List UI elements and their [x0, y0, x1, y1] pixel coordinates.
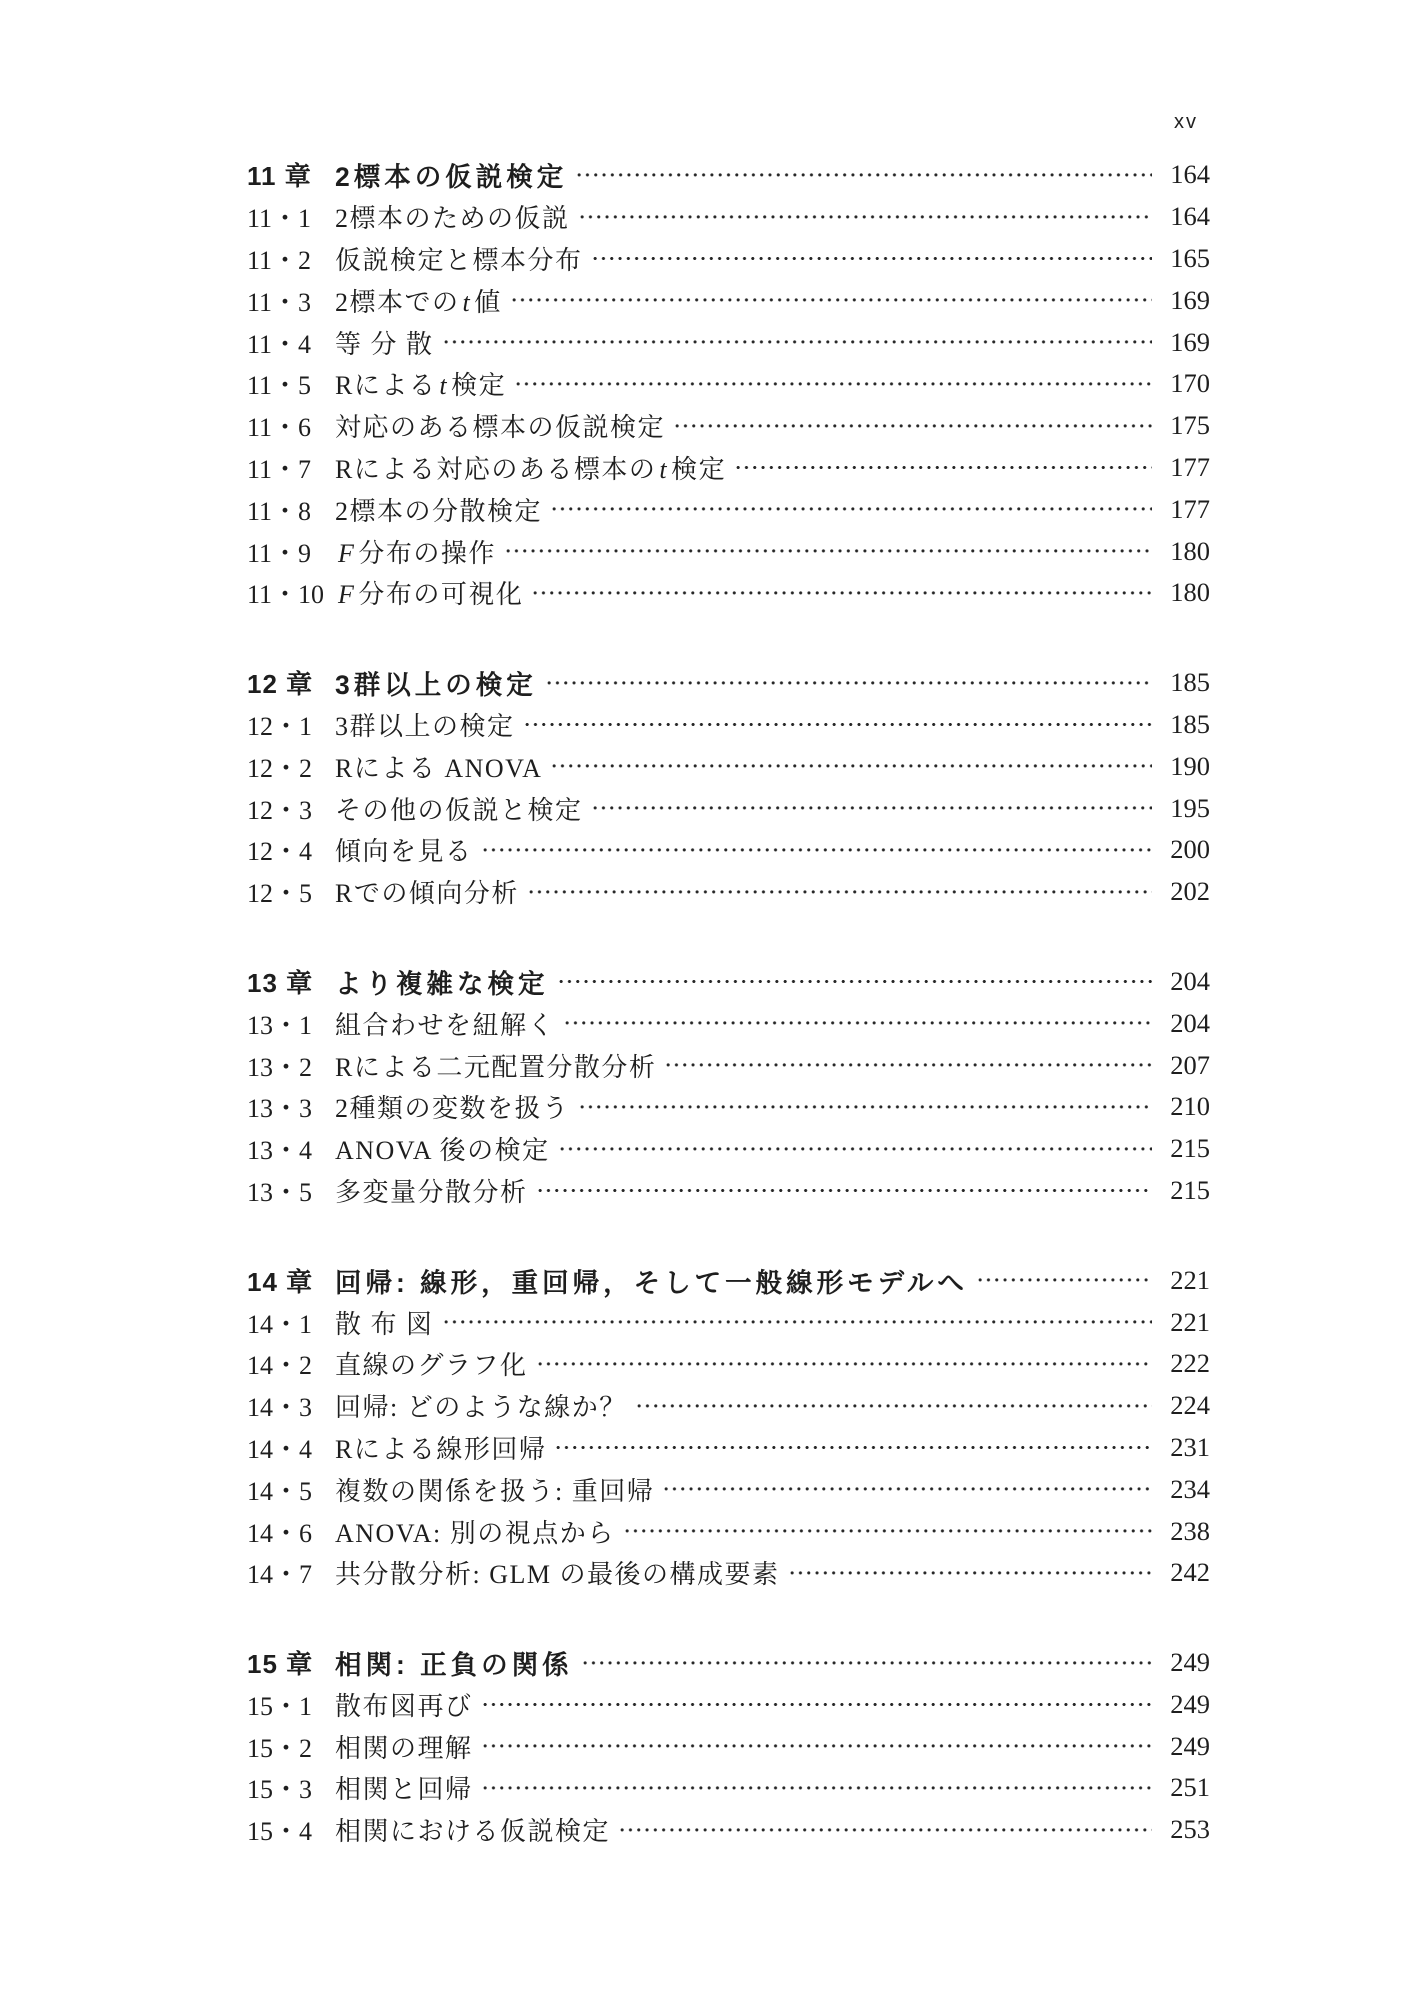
section-number: 13・3 [247, 1094, 313, 1124]
toc-section-row [247, 1725, 1210, 1767]
page-number: 169 [1170, 284, 1210, 315]
leader-dots [976, 1259, 1152, 1301]
toc-section-row [247, 1767, 1210, 1809]
section-number: 11・6 [247, 413, 312, 443]
chapter-number: 14 章 [247, 1266, 314, 1297]
section-title: 多変量分散分析 [335, 1177, 528, 1207]
page-number: 175 [1170, 410, 1210, 441]
section-number: 11・9 [247, 538, 312, 568]
section-number: 11・1 [247, 204, 312, 234]
page-number: 215 [1170, 1133, 1210, 1164]
toc-chapter-block [247, 1642, 1210, 1851]
section-number: 12・5 [247, 879, 313, 909]
leader-dots [673, 405, 1152, 447]
toc-section-row [247, 1427, 1210, 1469]
leader-dots [442, 321, 1152, 363]
toc-section-row [247, 704, 1210, 746]
leader-dots [550, 488, 1152, 530]
toc-section-row [247, 1552, 1210, 1594]
toc-section-row [247, 1343, 1210, 1385]
section-number: 12・2 [247, 753, 313, 783]
toc-section-row [247, 1809, 1210, 1851]
page-number: 221 [1170, 1264, 1210, 1295]
section-title: ANOVA 後の検定 [335, 1136, 550, 1166]
toc-chapter-row [247, 1642, 1210, 1684]
section-title: 相関における仮説検定 [335, 1817, 611, 1847]
section-number: 14・3 [247, 1393, 313, 1423]
toc-section-row [247, 1301, 1210, 1343]
leader-dots [581, 1642, 1152, 1684]
leader-dots [481, 1725, 1152, 1767]
section-title: Rでの傾向分析 [335, 879, 519, 909]
page-number: 165 [1170, 242, 1210, 273]
section-title: その他の仮説と検定 [335, 795, 583, 825]
page-number: 202 [1170, 876, 1210, 907]
leader-dots [481, 1767, 1152, 1809]
page-number: 185 [1170, 708, 1210, 739]
page-number: 253 [1170, 1814, 1210, 1845]
leader-dots [788, 1552, 1152, 1594]
section-number: 11・5 [247, 371, 312, 401]
leader-dots [545, 662, 1152, 704]
section-title: Rによる二元配置分散分析 [335, 1052, 657, 1082]
leader-dots [557, 961, 1153, 1003]
page-number: 200 [1170, 834, 1210, 865]
toc-section-row [247, 238, 1210, 280]
toc-chapter-block [247, 662, 1210, 913]
page-number: 177 [1170, 451, 1210, 482]
section-title: 散 布 図 [335, 1309, 434, 1339]
leader-dots [734, 447, 1152, 489]
section-number: 11・10 [247, 580, 325, 610]
toc-chapter-row [247, 961, 1210, 1003]
section-title: Rによる対応のある標本の t 検定 [335, 454, 727, 484]
section-title: F 分布の操作 [338, 538, 496, 568]
leader-dots [481, 829, 1152, 871]
section-number: 13・2 [247, 1052, 313, 1082]
section-number: 12・1 [247, 711, 313, 741]
leader-dots [578, 196, 1152, 238]
page-folio: xv [1174, 111, 1198, 133]
section-number: 14・6 [247, 1518, 313, 1548]
leader-dots [623, 1510, 1152, 1552]
leader-dots [578, 1086, 1152, 1128]
section-title: 2標本での t 値 [335, 287, 502, 317]
toc-section-row [247, 405, 1210, 447]
toc-section-row [247, 1086, 1210, 1128]
section-number: 13・4 [247, 1136, 313, 1166]
page-number: 164 [1170, 201, 1210, 232]
section-number: 15・2 [247, 1733, 313, 1763]
section-title: Rによる t 検定 [335, 371, 507, 401]
page-number: 249 [1170, 1688, 1210, 1719]
leader-dots [523, 704, 1152, 746]
page-number: 249 [1170, 1647, 1210, 1678]
section-number: 14・4 [247, 1434, 313, 1464]
toc-section-row [247, 530, 1210, 572]
page-number: 224 [1170, 1390, 1210, 1421]
toc-section-row [247, 1684, 1210, 1726]
section-number: 15・4 [247, 1817, 313, 1847]
chapter-number: 13 章 [247, 967, 314, 998]
leader-dots [575, 154, 1152, 196]
page-number: 234 [1170, 1473, 1210, 1504]
leader-dots [442, 1301, 1152, 1343]
chapter-number: 12 章 [247, 669, 314, 700]
section-number: 15・3 [247, 1775, 313, 1805]
section-title: 組合わせを紐解く [335, 1010, 556, 1040]
leader-dots [536, 1170, 1152, 1212]
section-title: 相関の理解 [335, 1733, 473, 1763]
toc-section-row [247, 787, 1210, 829]
toc [247, 154, 1210, 1851]
toc-section-row [247, 196, 1210, 238]
toc-chapter-block [247, 961, 1210, 1212]
page-number: 195 [1170, 792, 1210, 823]
toc-section-row [247, 1170, 1210, 1212]
leader-dots [664, 1044, 1152, 1086]
toc-chapter-row [247, 1259, 1210, 1301]
toc-section-row [247, 363, 1210, 405]
section-number: 13・5 [247, 1177, 313, 1207]
section-title: 共分散分析: GLM の最後の構成要素 [335, 1560, 780, 1590]
toc-section-row [247, 1468, 1210, 1510]
leader-dots [510, 279, 1152, 321]
leader-dots [550, 745, 1152, 787]
chapter-number: 15 章 [247, 1649, 314, 1680]
leader-dots [531, 572, 1152, 614]
section-number: 11・3 [247, 287, 312, 317]
section-number: 14・5 [247, 1476, 313, 1506]
section-title: 2種類の変数を扱う [335, 1094, 570, 1124]
section-title: 等 分 散 [335, 329, 434, 359]
leader-dots [591, 238, 1152, 280]
toc-section-row [247, 1385, 1210, 1427]
section-number: 11・4 [247, 329, 312, 359]
section-number: 12・3 [247, 795, 313, 825]
leader-dots [618, 1809, 1152, 1851]
toc-section-row [247, 279, 1210, 321]
section-title: 相関と回帰 [335, 1775, 473, 1805]
toc-section-row [247, 447, 1210, 489]
page-number: 221 [1170, 1306, 1210, 1337]
chapter-title: より複雑な検定 [335, 968, 549, 999]
section-number: 14・1 [247, 1309, 313, 1339]
leader-dots [635, 1385, 1152, 1427]
page-number: 180 [1170, 535, 1210, 566]
page-number: 231 [1170, 1431, 1210, 1462]
chapter-title: 3群以上の検定 [335, 670, 537, 701]
toc-section-row [247, 1128, 1210, 1170]
section-number: 11・8 [247, 496, 312, 526]
leader-dots [527, 871, 1152, 913]
section-title: 直線のグラフ化 [335, 1351, 528, 1381]
section-title: 2標本の分散検定 [335, 496, 543, 526]
toc-section-row [247, 1002, 1210, 1044]
page-number: 242 [1170, 1557, 1210, 1588]
page-number: 180 [1170, 577, 1210, 608]
leader-dots [536, 1343, 1152, 1385]
leader-dots [662, 1468, 1152, 1510]
page-number: 251 [1170, 1772, 1210, 1803]
section-number: 12・4 [247, 837, 313, 867]
toc-section-row [247, 1510, 1210, 1552]
toc-section-row [247, 745, 1210, 787]
section-number: 11・2 [247, 245, 312, 275]
section-title: ANOVA: 別の視点から [335, 1518, 615, 1548]
page-number: 164 [1170, 159, 1210, 190]
toc-section-row [247, 572, 1210, 614]
toc-chapter-block [247, 1259, 1210, 1593]
section-number: 15・1 [247, 1691, 313, 1721]
toc-chapter-row [247, 154, 1210, 196]
section-title: 散布図再び [335, 1691, 473, 1721]
toc-chapter-row [247, 662, 1210, 704]
page-number: 210 [1170, 1091, 1210, 1122]
section-title: F 分布の可視化 [338, 580, 524, 610]
toc-section-row [247, 321, 1210, 363]
page-number: 215 [1170, 1174, 1210, 1205]
page-number: 185 [1170, 667, 1210, 698]
toc-section-row [247, 488, 1210, 530]
page-number: 169 [1170, 326, 1210, 357]
toc-section-row [247, 871, 1210, 913]
leader-dots [481, 1684, 1152, 1726]
page-number: 177 [1170, 493, 1210, 524]
section-title: 仮説検定と標本分布 [335, 245, 583, 275]
leader-dots [514, 363, 1152, 405]
section-title: Rによる線形回帰 [335, 1434, 547, 1464]
chapter-title: 2標本の仮説検定 [335, 162, 568, 193]
section-title: 3群以上の検定 [335, 711, 515, 741]
section-number: 11・7 [247, 454, 312, 484]
leader-dots [558, 1128, 1152, 1170]
toc-chapter-block [247, 154, 1210, 614]
section-number: 13・1 [247, 1010, 313, 1040]
page-number: 204 [1170, 1007, 1210, 1038]
leader-dots [591, 787, 1152, 829]
section-title: 複数の関係を扱う: 重回帰 [335, 1476, 655, 1506]
section-title: Rによる ANOVA [335, 753, 543, 783]
page-number: 204 [1170, 965, 1210, 996]
section-title: 傾向を見る [335, 837, 473, 867]
page-number: 207 [1170, 1049, 1210, 1080]
leader-dots [504, 530, 1152, 572]
page-number: 249 [1170, 1730, 1210, 1761]
section-number: 14・7 [247, 1560, 313, 1590]
section-title: 対応のある標本の仮説検定 [335, 413, 666, 443]
chapter-title: 回帰: 線形，重回帰，そして一般線形モデルへ [335, 1267, 968, 1298]
toc-section-row [247, 1044, 1210, 1086]
leader-dots [554, 1427, 1152, 1469]
page-number: 238 [1170, 1515, 1210, 1546]
section-title: 2標本のための仮説 [335, 204, 570, 234]
page-number: 170 [1170, 368, 1210, 399]
page-number: 190 [1170, 750, 1210, 781]
toc-section-row [247, 829, 1210, 871]
chapter-title: 相関: 正負の関係 [335, 1650, 573, 1681]
section-number: 14・2 [247, 1351, 313, 1381]
chapter-number: 11 章 [247, 161, 312, 192]
section-title: 回帰: どのような線か？ [335, 1393, 627, 1423]
leader-dots [563, 1002, 1152, 1044]
page-number: 222 [1170, 1348, 1210, 1379]
